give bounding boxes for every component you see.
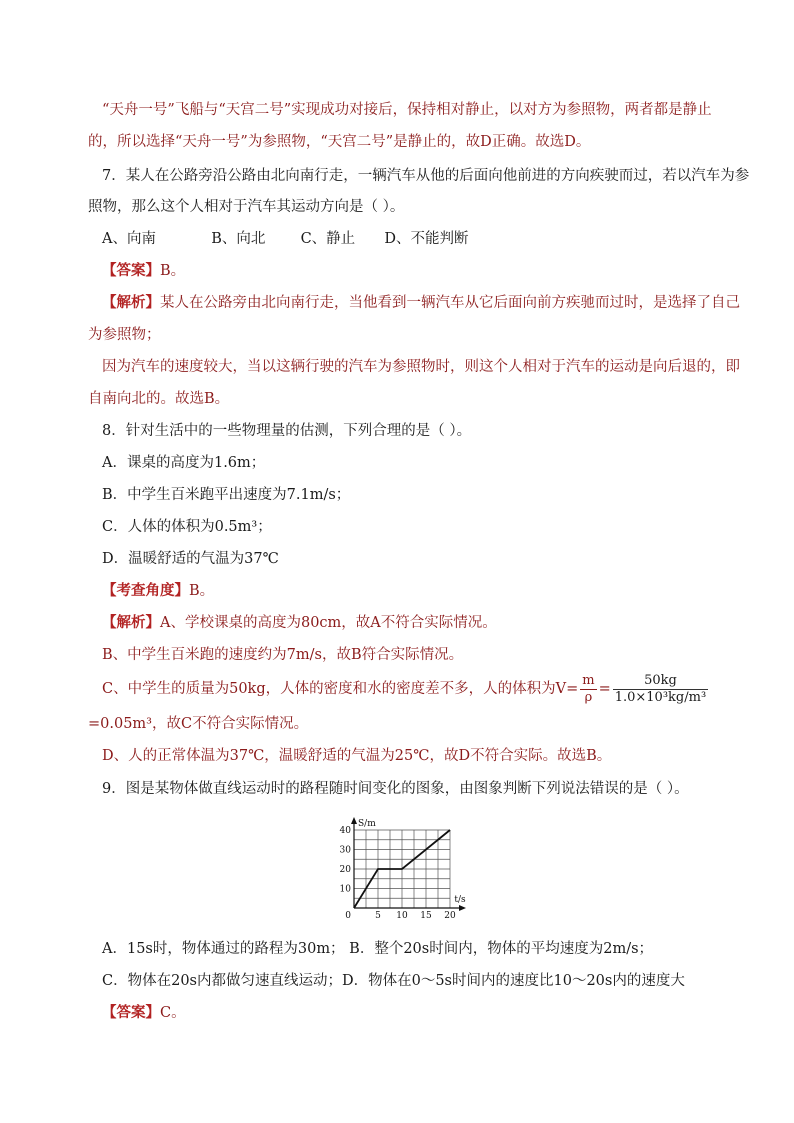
x-tick-label: 0 (345, 911, 351, 920)
analysis-line: B、中学生百米跑的速度约为7m/s，故B符合实际情况。 (102, 647, 464, 663)
text-line: “天舟一号”飞船与“天宫二号”实现成功对接后，保持相对静止，以对方为参照物，两者都是静止 (102, 102, 712, 118)
y-tick-label: 30 (339, 845, 351, 856)
answer-line (102, 261, 742, 281)
x-tick-label: 10 (396, 911, 408, 920)
answer-value: B。 (160, 263, 186, 279)
answer-tag: 【考查角度】 (102, 582, 189, 599)
analysis-line: 因为汽车的速度较大，当以这辆行驶的汽车为参照物时，则这个人相对于汽车的运动是向后退的，即 (102, 359, 740, 375)
x-tick-label: 5 (375, 911, 381, 920)
answer-tag: 【答案】 (102, 262, 160, 279)
analysis-line: 为参照物； (88, 327, 161, 343)
equals-sign: = (598, 681, 611, 697)
question-7-stem-cont: 照物，那么这个人相对于汽车其运动方向是（ ）。 (88, 199, 405, 215)
question-7-options (102, 229, 742, 249)
analysis-line: 自南向北的。故选B。 (88, 391, 230, 407)
option-b: B、向北 (211, 231, 266, 247)
y-axis-label: S/m (358, 819, 376, 829)
question-8-option-c: C．人体的体积为0.5m³； (102, 519, 272, 535)
x-tick-label: 20 (444, 911, 456, 920)
option-c: C、静止 (300, 231, 356, 247)
y-tick-label: 20 (339, 865, 351, 875)
answer-value: C。 (160, 1005, 186, 1021)
question-9-stem: 9．图是某物体做直线运动时的路程随时间变化的图象，由图象判断下列说法错误的是（ ）。 (102, 781, 689, 797)
analysis-line (102, 613, 742, 633)
analysis-formula-line (102, 672, 742, 706)
analysis-tag: 【解析】 (102, 614, 160, 631)
y-tick-label: 10 (339, 884, 351, 895)
fraction-m-over-rho: $\frac{m}{\rho}$ (582, 672, 595, 705)
question-9-options-cd: C．物体在20s内都做匀速直线运动；D．物体在0～5s时间内的速度比10～20s内的速度大 (102, 973, 685, 989)
answer-value: B。 (189, 583, 215, 599)
analysis-line: =0.05m³，故C不符合实际情况。 (88, 716, 309, 732)
question-8-option-a: A．课桌的高度为1.6m； (102, 455, 266, 471)
question-9-options-ab: A．15s时，物体通过的路程为30m； B．整个20s时间内，物体的平均速度为2m/s； (102, 941, 654, 957)
y-axis-arrow (351, 817, 357, 824)
fraction-volume: $\frac{50kg}{\text{1.0×10³kg/m³}}$ (614, 672, 707, 705)
option-a: A、向南 (102, 231, 156, 247)
x-tick-label: 15 (420, 911, 432, 920)
question-7-stem: 7．某人在公路旁沿公路由北向南行走，一辆汽车从他的后面向他前进的方向疾驶而过，若以汽车为参 (102, 168, 750, 184)
analysis-text: 某人在公路旁由北向南行走，当他看到一辆汽车从它后面向前方疾驰而过时，是选择了自己 (160, 295, 740, 311)
option-d: D、不能判断 (384, 231, 469, 247)
analysis-tag: 【解析】 (102, 294, 160, 311)
analysis-text: A、学校课桌的高度为80cm，故A不符合实际情况。 (160, 615, 497, 631)
analysis-line: D、人的正常体温为37℃，温暖舒适的气温为25℃，故D不符合实际。故选B。 (102, 748, 612, 764)
answer-line (102, 1003, 742, 1023)
answer-tag: 【答案】 (102, 1004, 160, 1021)
analysis-line (102, 293, 742, 313)
answer-line (102, 581, 742, 601)
text-line: 的，所以选择“天舟一号”为参照物，“天宫二号”是静止的，故D正确。故选D。 (88, 134, 591, 150)
question-8-stem: 8．针对生活中的一些物理量的估测，下列合理的是（ ）。 (102, 423, 472, 439)
question-8-option-d: D．温暖舒适的气温为37℃ (102, 551, 279, 567)
distance-time-graph (332, 810, 472, 920)
x-axis-arrow (459, 905, 466, 911)
y-tick-label: 40 (339, 826, 351, 836)
question-8-option-b: B．中学生百米跑平出速度为7.1m/s； (102, 487, 351, 503)
formula-prefix: C、中学生的质量为50kg，人体的密度和水的密度差不多，人的体积为V= (102, 681, 579, 697)
x-axis-label: t/s (454, 895, 466, 905)
